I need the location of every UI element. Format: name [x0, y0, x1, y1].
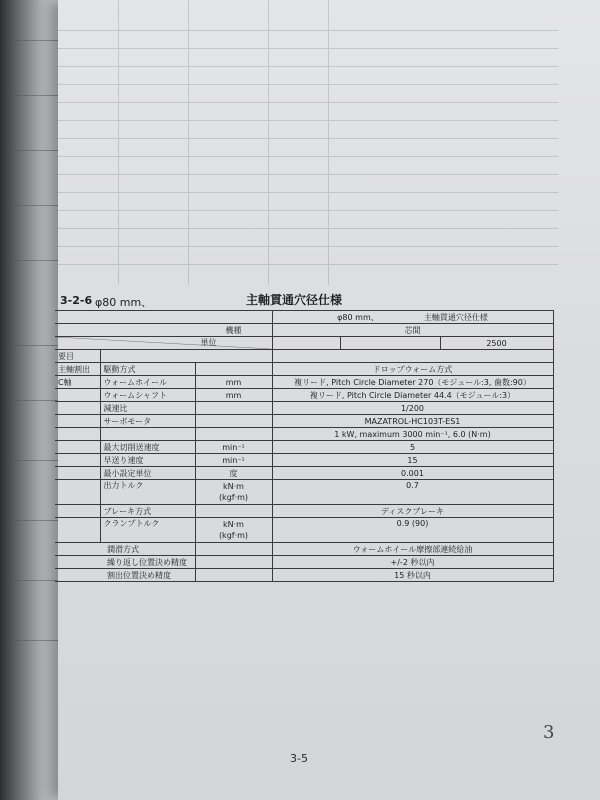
page-number: 3-5	[290, 752, 308, 765]
row-unit: min⁻¹	[195, 454, 272, 467]
table-row	[55, 505, 553, 518]
row-item: 駆動方式	[100, 363, 195, 376]
row-unit: min⁻¹	[195, 441, 272, 454]
left-partial-label: 主軸割出	[55, 363, 100, 376]
row-unit	[195, 363, 272, 376]
row-value: 5	[272, 441, 553, 454]
model-label: 機種	[55, 324, 272, 337]
row-value: +/-2 秒以内	[272, 556, 553, 569]
row-unit	[195, 569, 272, 582]
table-row	[55, 480, 553, 505]
table-row	[55, 543, 553, 556]
row-value: 0.001	[272, 467, 553, 480]
row-value: 15 秒以内	[272, 569, 553, 582]
row-unit-cell	[195, 480, 272, 505]
row-item: 減速比	[100, 402, 195, 415]
row-unit	[195, 415, 272, 428]
table-row	[55, 415, 553, 428]
row-unit: kN·m	[223, 520, 244, 529]
row-item: ウォームシャフト	[100, 389, 195, 402]
row-unit	[195, 556, 272, 569]
spec-table	[55, 310, 554, 582]
row-item: ブレーキ方式	[100, 505, 195, 518]
row-item: ウォームホイール	[100, 376, 195, 389]
row-value: 1/200	[272, 402, 553, 415]
table-row	[55, 389, 553, 402]
table-unit-row	[55, 337, 553, 350]
row-item: クランプトルク	[100, 518, 195, 543]
row-item: 早送り速度	[100, 454, 195, 467]
row-item: サーボモータ	[100, 415, 195, 428]
row-unit: kN·m	[223, 482, 244, 491]
center-distance-value: 2500	[440, 337, 553, 350]
model-value: 芯間	[272, 324, 553, 337]
row-unit	[195, 543, 272, 556]
row-value: ディスクブレーキ	[272, 505, 553, 518]
row-unit-cell	[195, 518, 272, 543]
row-value: ウォームホイール摩擦部連続給油	[272, 543, 553, 556]
table-row	[55, 454, 553, 467]
row-item: 最大切削送速度	[100, 441, 195, 454]
row-unit	[195, 402, 272, 415]
show-through-text	[58, 0, 558, 285]
table-row	[55, 376, 553, 389]
diagonal-divider	[55, 337, 272, 349]
margin-handwritten-mark: 3	[543, 722, 555, 743]
page-title: 主軸貫通穴径仕様	[246, 293, 343, 307]
table-header-row	[55, 311, 553, 324]
underlying-page-edge	[0, 0, 58, 800]
header-spec-cell	[272, 311, 553, 324]
header-spec: φ80 mm、	[337, 312, 379, 322]
table-row	[55, 518, 553, 543]
table-row	[55, 402, 553, 415]
table-model-row	[55, 324, 553, 337]
row-item: 最小設定単位	[100, 467, 195, 480]
row-item: 潤滑方式	[55, 543, 195, 556]
row-value: 複リード, Pitch Circle Diameter 44.4（モジュール:3）	[272, 389, 553, 402]
row-item: 繰り返し位置決め精度	[55, 556, 195, 569]
left-partial-label: 要目	[55, 350, 100, 363]
row-value: ドロップウォーム方式	[272, 363, 553, 376]
header-title: 主軸貫通穴径仕様	[423, 312, 488, 322]
table-row	[55, 556, 553, 569]
left-partial-label: C軸	[55, 376, 100, 389]
unit-label: 単位	[200, 338, 217, 347]
section-subtitle: φ80 mm、	[95, 296, 153, 309]
row-item: 出力トルク	[100, 480, 195, 505]
section-number: 3-2-6	[60, 294, 93, 307]
row-value-secondary: 1 kW, maximum 3000 min⁻¹, 6.0 (N·m)	[272, 428, 553, 441]
row-unit	[195, 505, 272, 518]
table-row	[55, 350, 553, 363]
row-unit: 度	[195, 467, 272, 480]
row-value: 0.7	[272, 480, 553, 505]
row-item: 割出位置決め精度	[55, 569, 195, 582]
table-row	[55, 467, 553, 480]
table-row	[55, 363, 553, 376]
row-unit: mm	[195, 376, 272, 389]
row-value: 15	[272, 454, 553, 467]
row-value: MAZATROL-HC103T-ES1	[272, 415, 553, 428]
row-value: 複リード, Pitch Circle Diameter 270（モジュール:3, 歯数:90）	[272, 376, 553, 389]
table-row	[55, 441, 553, 454]
table-row	[55, 428, 553, 441]
row-unit-secondary: (kgf·m)	[218, 493, 249, 502]
table-row	[55, 569, 553, 582]
row-unit: mm	[195, 389, 272, 402]
row-value: 0.9 (90)	[272, 518, 553, 543]
row-unit-secondary: (kgf·m)	[218, 531, 249, 540]
